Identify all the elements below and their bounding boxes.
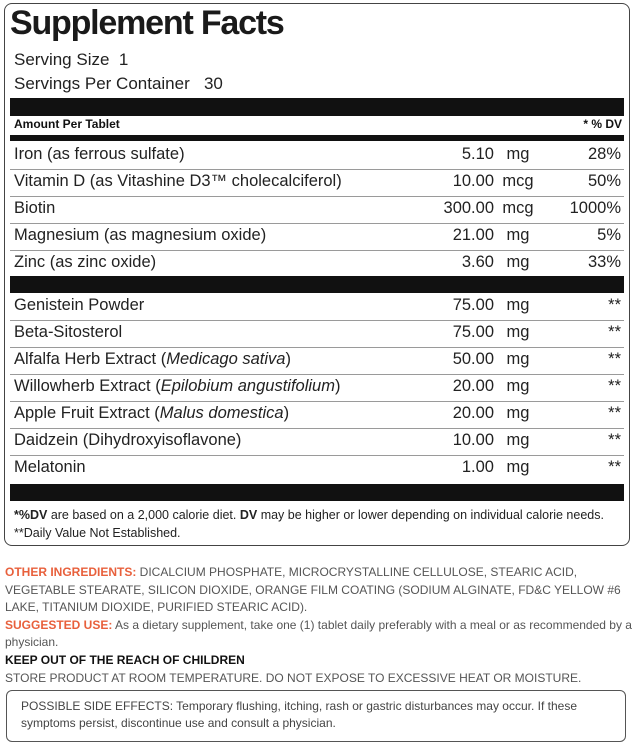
ingredient-amount: [462, 253, 538, 272]
panel-title: Supplement Facts: [10, 4, 284, 42]
serving-size-label: Serving Size: [14, 50, 110, 69]
thick-divider: [10, 98, 624, 116]
keep-out-warning: KEEP OUT OF THE REACH OF CHILDREN: [5, 652, 245, 667]
suggested-use: [5, 617, 633, 652]
amount-unit: mg: [506, 377, 530, 395]
footnote-text: may be higher or lower depending on individual calorie needs.: [257, 508, 604, 522]
ingredient-name-text: Daidzein (Dihydroxyisoflavone): [14, 431, 242, 449]
daily-value: 33%: [587, 253, 621, 271]
table-row: [10, 170, 624, 197]
ingredient-name: [14, 350, 291, 369]
product-information: [5, 564, 633, 687]
amount-value: 5.10: [461, 145, 494, 163]
servings-per-container: [14, 74, 223, 94]
amount-value: 300.00: [443, 199, 494, 217]
thick-divider: [10, 484, 624, 501]
amount-unit: mg: [506, 145, 530, 163]
side-effects-box: [6, 690, 626, 742]
ingredient-name: [14, 253, 156, 272]
ingredient-amount: [453, 226, 538, 245]
amount-unit: mcg: [502, 172, 534, 190]
serving-size-value: 1: [118, 50, 129, 69]
ingredient-amount: [453, 377, 538, 396]
amount-unit: mg: [506, 253, 530, 271]
other-ingredients: [5, 564, 633, 617]
daily-value: **: [608, 350, 621, 368]
ingredient-name-text: Biotin: [14, 199, 56, 217]
thick-divider: [10, 276, 624, 293]
ingredient-amount: [444, 199, 538, 218]
amount-value: 50.00: [452, 350, 494, 368]
side-effects-text: POSSIBLE SIDE EFFECTS: Temporary flushing, itching, rash or gastric disturbances may occur. If these symptoms persist, discontinue use and consult a physician.: [21, 699, 578, 730]
ingredient-name: [14, 323, 122, 342]
ingredient-name: [14, 199, 55, 218]
table-row: [10, 197, 624, 224]
serving-size: [14, 50, 128, 70]
table-row: [10, 321, 624, 348]
daily-value: **: [608, 377, 621, 395]
amount-unit: mg: [506, 431, 530, 449]
footnote-dv2-bold: DV: [239, 508, 258, 522]
table-row: [10, 348, 624, 375]
amount-value: 20.00: [452, 377, 494, 395]
table-row: [10, 456, 624, 483]
other-ingredients-text: DICALCIUM PHOSPHATE, MICROCRYSTALLINE CELLULOSE, STEARIC ACID, VEGETABLE STEARATE, SILICON DIOXIDE, ORANGE FILM COATING (SODIUM ALGINATE, FD&C YELLOW #6 LAKE, TITANIUM DIOXIDE, PURIFIED STEARIC ACID).: [5, 565, 621, 615]
daily-value: 5%: [597, 226, 621, 244]
table-row: [10, 251, 624, 278]
table-row: [10, 143, 624, 170]
table-row: [10, 429, 624, 456]
other-ingredients-label: OTHER INGREDIENTS:: [5, 565, 137, 579]
ingredient-name: [14, 458, 86, 477]
amount-header: Amount Per Tablet: [14, 117, 120, 131]
ingredient-amount: [453, 323, 538, 342]
daily-value: **: [608, 458, 621, 476]
daily-value: **: [608, 404, 621, 422]
ingredient-name-text: Alfalfa Herb Extract (: [14, 350, 167, 368]
ingredient-amount: [453, 350, 538, 369]
ingredient-name-text: Vitamin D (as Vitashine D3™ cholecalciferol): [14, 172, 342, 190]
dv-header: * % DV: [583, 117, 622, 131]
ingredient-name: [14, 377, 340, 396]
daily-value: 1000%: [569, 199, 621, 217]
ingredient-name-text: Magnesium (as magnesium oxide): [14, 226, 267, 244]
suggested-use-text: As a dietary supplement, take one (1) tablet daily preferably with a meal or as recommended by a physician.: [5, 617, 632, 650]
header-divider: [10, 135, 624, 141]
ingredient-name: [14, 296, 144, 315]
footnote: [14, 506, 614, 542]
ingredient-name: [14, 172, 342, 191]
ingredient-latin-name: Malus domestica: [159, 404, 284, 422]
ingredient-name-text: Apple Fruit Extract (: [14, 404, 160, 422]
amount-unit: mg: [506, 323, 530, 341]
servings-label: Servings Per Container: [14, 74, 190, 93]
table-row: [10, 375, 624, 402]
ingredient-name-suffix: ): [285, 350, 291, 368]
amount-unit: mg: [506, 296, 530, 314]
ingredient-name-text: Genistein Powder: [14, 296, 145, 314]
amount-value: 21.00: [452, 226, 494, 244]
ingredient-name: [14, 226, 266, 245]
ingredient-name-suffix: ): [283, 404, 290, 422]
amount-value: 1.00: [461, 458, 494, 476]
ingredient-amount: [453, 296, 538, 315]
amount-unit: mg: [506, 458, 530, 476]
storage-text: STORE PRODUCT AT ROOM TEMPERATURE. DO NOT EXPOSE TO EXCESSIVE HEAT OR MOISTURE.: [5, 670, 582, 685]
ingredient-name-text: Melatonin: [14, 458, 86, 476]
suggested-use-label: SUGGESTED USE:: [5, 617, 113, 632]
footnote-text: are based on a 2,000 calorie diet.: [47, 508, 240, 522]
amount-value: 10.00: [452, 431, 494, 449]
table-row: [10, 402, 624, 429]
ingredient-name: [14, 145, 185, 164]
ingredient-name-suffix: ): [334, 377, 341, 395]
ingredient-amount: [453, 404, 538, 423]
amount-value: 10.00: [452, 172, 494, 190]
ingredient-name: [14, 404, 289, 423]
amount-value: 75.00: [452, 323, 494, 341]
amount-value: 20.00: [452, 404, 494, 422]
ingredient-name-text: Willowherb Extract (: [14, 377, 161, 395]
daily-value: 28%: [587, 145, 621, 163]
amount-value: 75.00: [452, 296, 494, 314]
daily-value: 50%: [587, 172, 621, 190]
ingredient-name: [14, 431, 241, 450]
table-row: [10, 294, 624, 321]
ingredient-name-text: Iron (as ferrous sulfate): [14, 145, 185, 163]
daily-value: **: [608, 296, 621, 314]
amount-unit: mg: [506, 350, 530, 368]
amount-unit: mg: [506, 226, 530, 244]
servings-value: 30: [203, 74, 223, 93]
footnote-dv-bold: *%DV: [14, 508, 48, 522]
column-header: [14, 117, 622, 135]
ingredient-name-text: Zinc (as zinc oxide): [14, 253, 157, 271]
ingredient-amount: [462, 458, 538, 477]
daily-value: **: [608, 431, 621, 449]
daily-value: **: [608, 323, 621, 341]
ingredient-amount: [453, 431, 538, 450]
ingredient-latin-name: Epilobium angustifolium: [160, 377, 335, 395]
ingredient-latin-name: Medicago sativa: [166, 350, 286, 368]
ingredient-amount: [453, 172, 538, 191]
ingredient-amount: [462, 145, 538, 164]
ingredient-name-text: Beta-Sitosterol: [14, 323, 123, 341]
footnote-not-established: **Daily Value Not Established.: [14, 526, 181, 540]
amount-value: 3.60: [461, 253, 494, 271]
amount-unit: mg: [506, 404, 530, 422]
amount-unit: mcg: [502, 199, 534, 217]
table-row: [10, 224, 624, 251]
